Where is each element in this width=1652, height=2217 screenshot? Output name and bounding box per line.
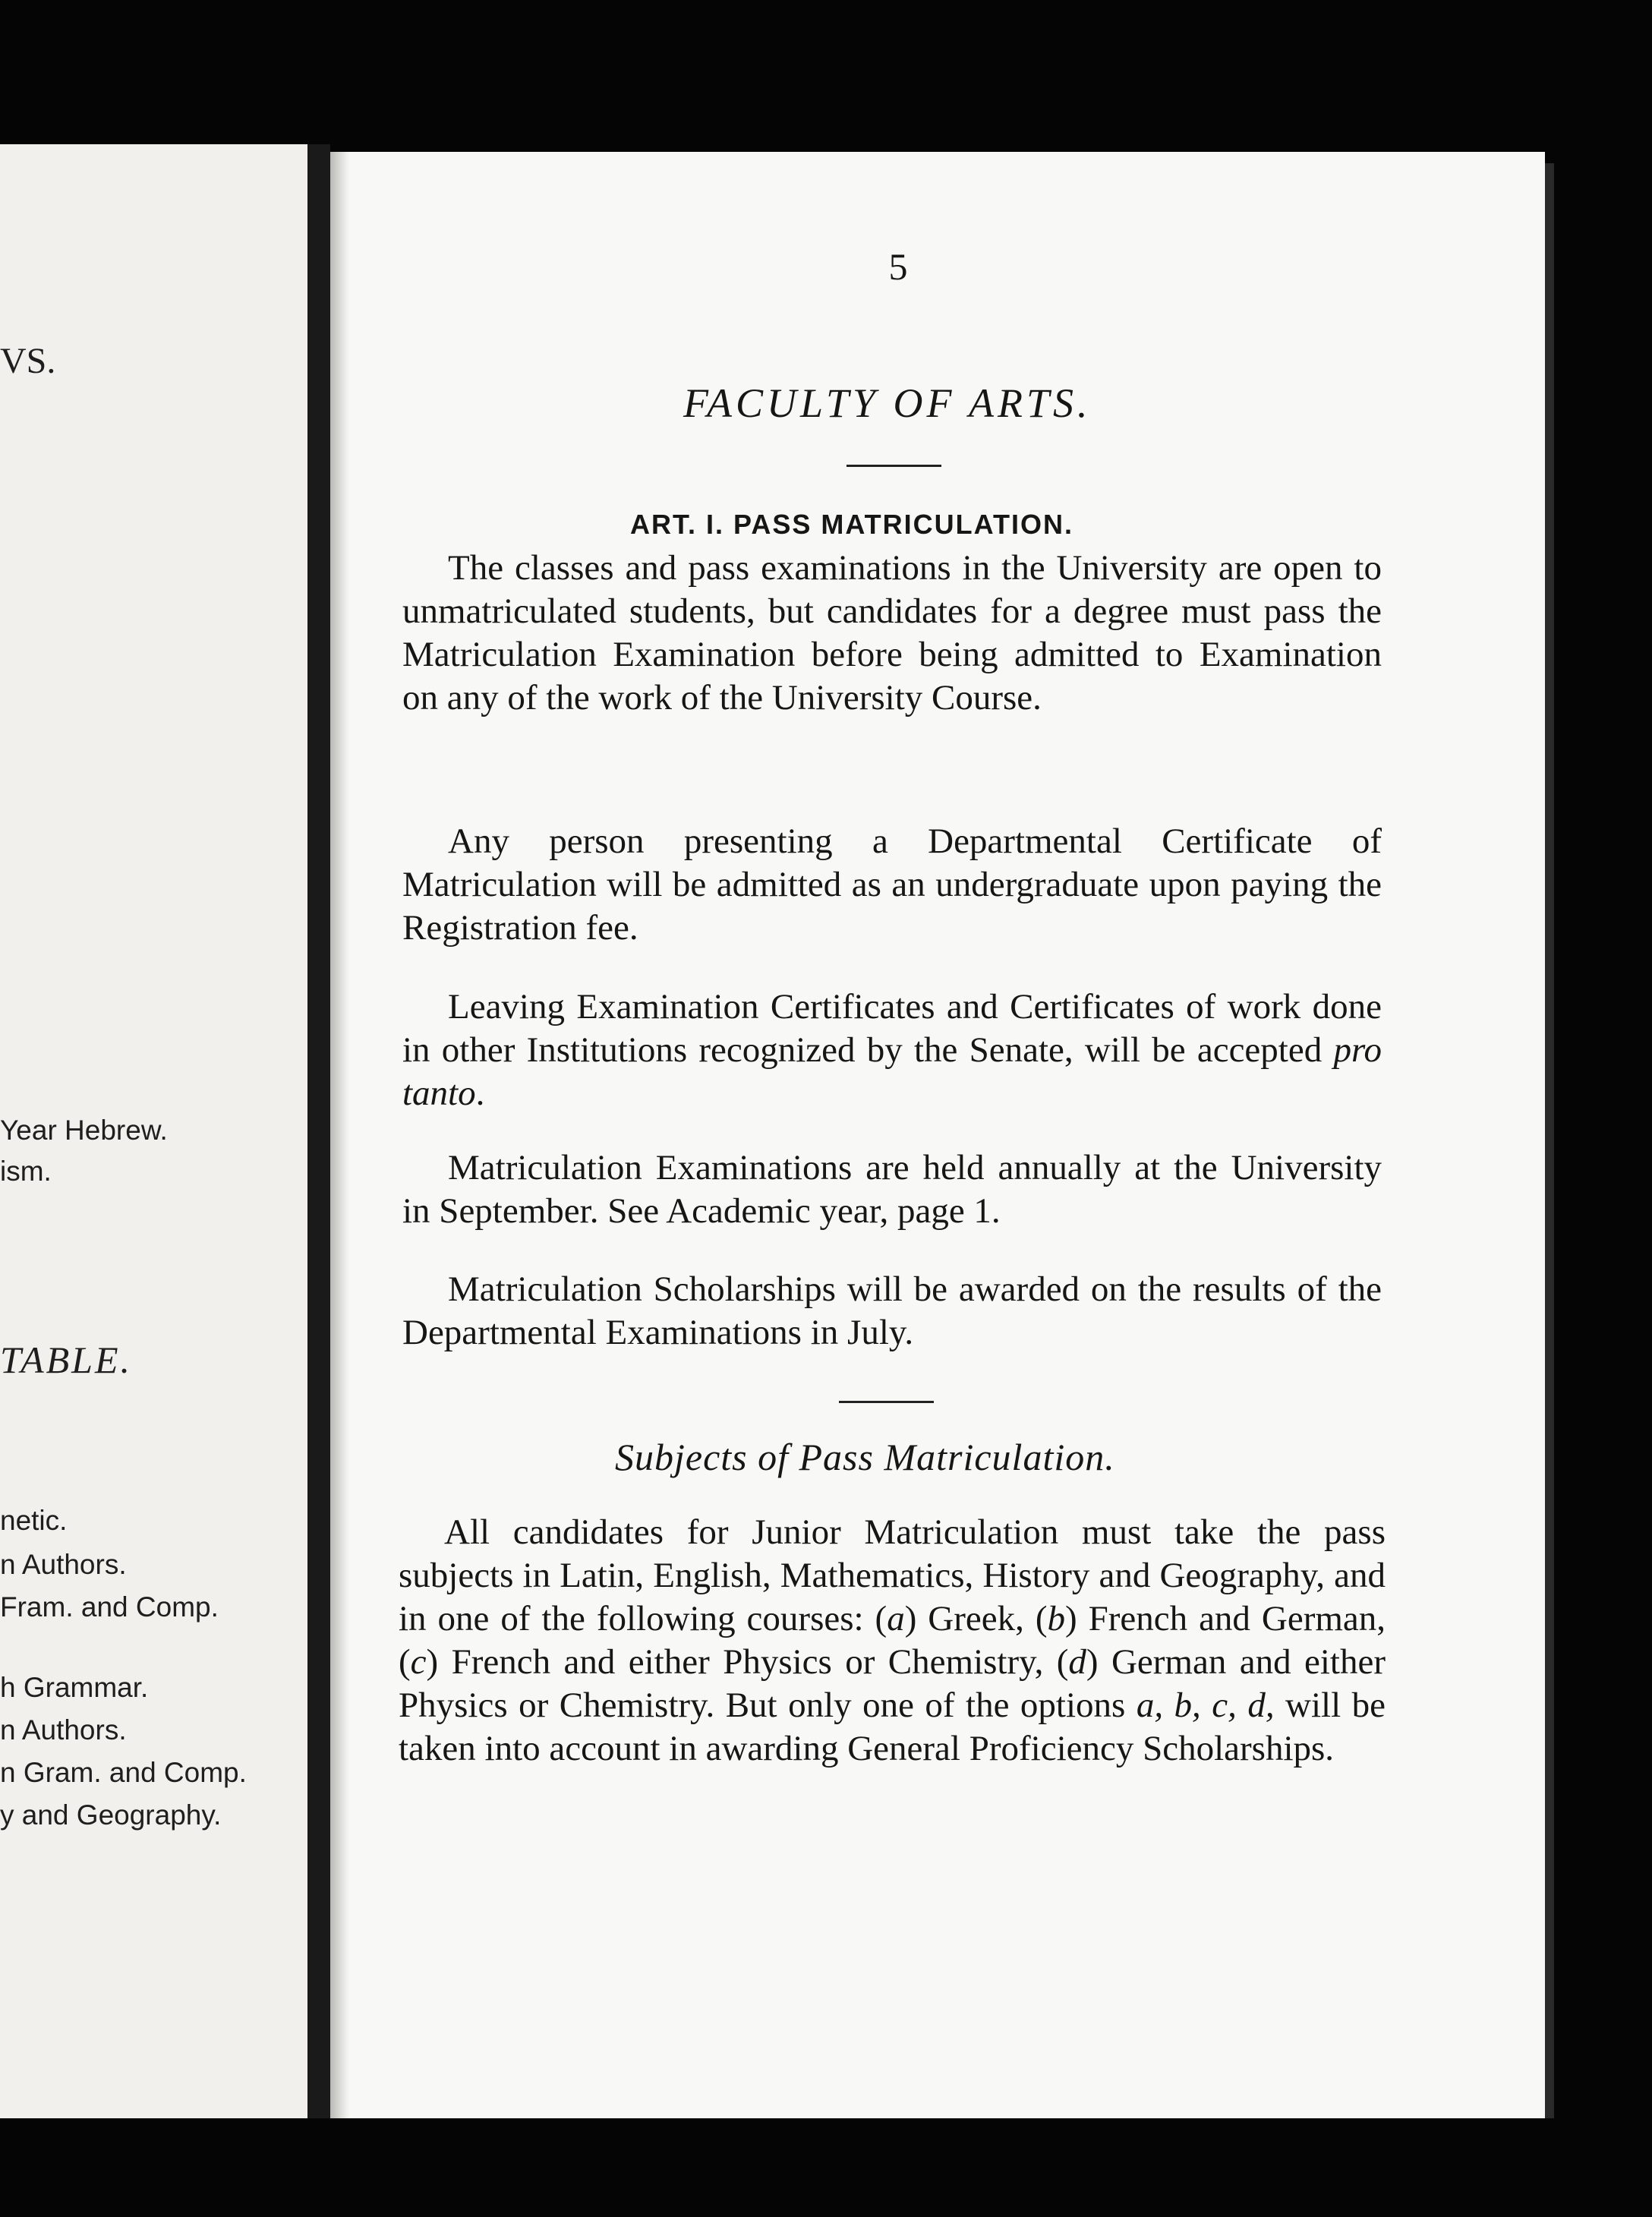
option-b: b — [1047, 1599, 1065, 1638]
left-fragment-table: TABLE. — [0, 1339, 133, 1381]
subjects-text-6: will be taken into account in awarding General Proficiency Scholarships. — [399, 1686, 1386, 1768]
left-fragment-gram-comp-1: Fram. and Comp. — [0, 1591, 219, 1623]
right-page-gutter — [330, 152, 350, 2118]
left-fragment-ism: ism. — [0, 1156, 52, 1187]
right-page-edge — [1545, 163, 1554, 2118]
option-d: d — [1068, 1642, 1086, 1682]
left-fragment-geography: y and Geography. — [0, 1799, 222, 1831]
subjects-subheading: Subjects of Pass Matriculation. — [615, 1436, 1115, 1478]
subjects-text-2: ) Greek, ( — [904, 1599, 1048, 1638]
left-fragment-authors-2: n Authors. — [0, 1714, 127, 1746]
subjects-text-5: ) German and either Physics or Chemistry. But only one of the options — [399, 1642, 1386, 1725]
paragraph-matriculation-examinations: Matriculation Examinations are held annually at the University in September. See Academic year, page 1. — [402, 1148, 1382, 1231]
left-fragment-gram-comp-2: n Gram. and Comp. — [0, 1757, 247, 1788]
section-rule — [839, 1401, 934, 1403]
left-fragment-grammar: h Grammar. — [0, 1672, 149, 1703]
subjects-text-1: All candidates for Junior Matriculation must take the pass subjects in Latin, English, Mathematics, History and Geography, and in one of the following courses: ( — [399, 1512, 1386, 1638]
left-fragment-ns: VS. — [0, 341, 56, 381]
paragraph-departmental-certificate: Any person presenting a Departmental Certificate of Matriculation will be admitted as an undergraduate upon paying the Registration fee. — [402, 822, 1382, 948]
heading-rule — [846, 465, 941, 467]
page-gutter-shadow — [307, 144, 330, 2118]
subjects-text-3: ) French and German, ( — [399, 1599, 1386, 1682]
left-fragment-authors-1: n Authors. — [0, 1549, 127, 1580]
left-fragment-netic: netic. — [0, 1505, 68, 1536]
article-title: ART. I. PASS MATRICULATION. — [630, 509, 1073, 540]
option-c: c — [410, 1642, 427, 1682]
option-a: a — [887, 1599, 905, 1638]
options-list: a, b, c, d, — [1136, 1686, 1275, 1725]
paragraph-scholarships: Matriculation Scholarships will be awarded on the results of the Departmental Examinations in July. — [402, 1269, 1382, 1352]
faculty-heading: FACULTY OF ARTS. — [683, 380, 1092, 426]
paragraph-subjects — [399, 1511, 1386, 1771]
page-number: 5 — [888, 245, 908, 288]
left-fragment-year-hebrew: Year Hebrew. — [0, 1115, 168, 1146]
right-page — [330, 152, 1545, 2118]
paragraph-leaving-examination: Leaving Examination Certificates and Certificates of work done in other Institutions recognized by the Senate, will be accepted pro tanto. — [402, 987, 1382, 1113]
subjects-text-4: ) French and either Physics or Chemistry, ( — [426, 1642, 1069, 1682]
paragraph-classes: The classes and pass examinations in the University are open to unmatriculated students, but candidates for a degree must pass the Matriculation Examination before being admitted to Examination on any of the work of the University Course. — [402, 548, 1382, 717]
